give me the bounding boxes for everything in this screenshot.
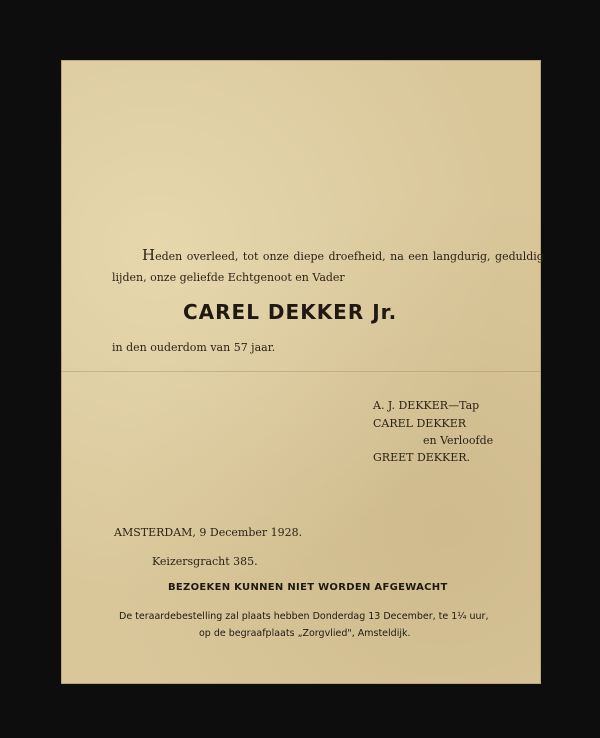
visit-notice: BEZOEKEN KUNNEN NIET WORDEN AFGEWACHT xyxy=(168,582,448,593)
burial-line-2: op de begraafplaats „Zorgvlied", Amsteldijk. xyxy=(199,628,411,639)
intro-line-1 xyxy=(142,246,544,264)
signatory-1: A. J. DEKKER—Tap xyxy=(373,399,480,412)
place-date: AMSTERDAM, 9 December 1928. xyxy=(114,526,303,539)
address: Keizersgracht 385. xyxy=(152,555,258,568)
mourning-card xyxy=(61,60,544,684)
deceased-name: CAREL DEKKER Jr. xyxy=(183,300,398,324)
signatory-4: GREET DEKKER. xyxy=(373,451,471,464)
signatory-3: en Verloofde xyxy=(423,434,494,447)
age-line: in den ouderdom van 57 jaar. xyxy=(112,341,276,354)
intro-initial: H xyxy=(142,246,156,264)
intro-line-1-text: eden overleed, tot onze diepe droefheid, na een langdurig, geduldig xyxy=(155,250,544,263)
intro-line-2: lijden, onze geliefde Echtgenoot en Vader xyxy=(112,271,345,284)
fold-line xyxy=(61,371,541,372)
signatory-2: CAREL DEKKER xyxy=(373,417,467,430)
burial-line-1: De teraardebestelling zal plaats hebben Donderdag 13 December, te 1¼ uur, xyxy=(119,611,489,622)
